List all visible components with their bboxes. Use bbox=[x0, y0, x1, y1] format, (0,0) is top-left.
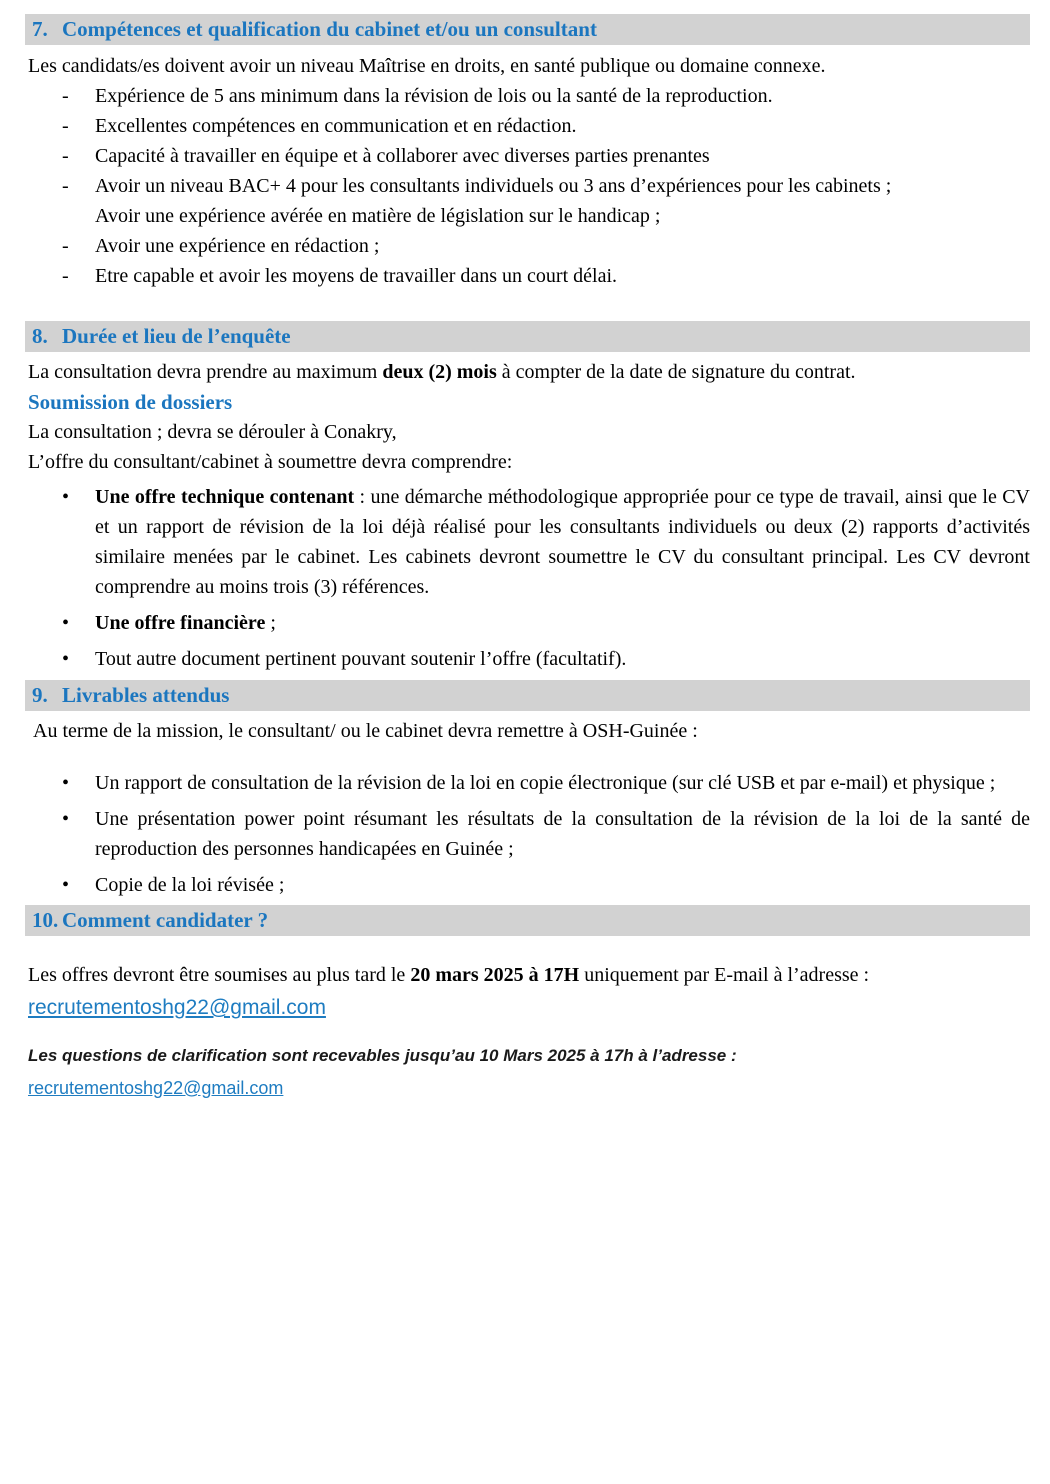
dash-marker: - bbox=[62, 85, 69, 107]
dash-marker: - bbox=[62, 265, 69, 287]
bullet-item bbox=[28, 870, 1030, 900]
list-item bbox=[28, 171, 1030, 201]
subheading-soumission: Soumission de dossiers bbox=[28, 390, 233, 414]
dash-marker: - bbox=[62, 115, 69, 137]
bullet-item-text bbox=[95, 608, 1030, 638]
section-7-heading bbox=[25, 14, 1030, 45]
section-8-paragraph-2: La consultation ; devra se dérouler à Conakry, bbox=[28, 421, 397, 443]
bullet-marker: • bbox=[62, 648, 70, 670]
bullet-bold-text: Une offre financière bbox=[95, 612, 266, 634]
list-item bbox=[28, 141, 1030, 171]
list-item bbox=[28, 261, 1030, 291]
bullet-marker: • bbox=[62, 612, 70, 634]
list-item-text: Avoir une expérience avérée en matière de législation sur le handicap ; bbox=[95, 205, 661, 227]
section-7-number: 7. bbox=[32, 17, 48, 41]
section-10-paragraph bbox=[28, 960, 1030, 990]
paragraph-text: uniquement par E-mail à l’adresse : bbox=[579, 964, 870, 986]
bullet-item bbox=[28, 768, 1030, 798]
bullet-rest-text: ; bbox=[265, 612, 276, 634]
section-8 bbox=[28, 321, 1030, 674]
bullet-item-text: Un rapport de consultation de la révision de la loi en copie électronique (sur clé USB et par e-mail) et physique ; bbox=[95, 772, 996, 794]
email-link[interactable]: recrutementoshg22@gmail.com bbox=[28, 996, 326, 1019]
list-item-continuation bbox=[28, 201, 1030, 231]
paragraph-bold-text: deux (2) mois bbox=[382, 361, 497, 383]
bullet-item bbox=[28, 804, 1030, 864]
clarification-note: Les questions de clarification sont recevables jusqu’au 10 Mars 2025 à 17h à l’adresse : bbox=[28, 1046, 737, 1065]
list-item-text: Excellentes compétences en communication et en rédaction. bbox=[95, 115, 577, 137]
section-9 bbox=[28, 680, 1030, 900]
bullet-marker: • bbox=[62, 808, 70, 830]
bullet-rest-text: : une démarche méthodologique appropriée pour ce type de travail, ainsi que le CV et un rapport de révision de la loi déjà réalisé pour les consultants individuels ou deux (2) rapports d’activités similaire menées par le cabinet. Les cabinets devront soumettre le CV du consultant principal. Les CV devront comprendre au moins trois (3) références. bbox=[95, 486, 1030, 598]
list-item-text: Expérience de 5 ans minimum dans la révision de lois ou la santé de la reproduction. bbox=[95, 85, 773, 107]
bullet-item-text: Une présentation power point résumant les résultats de la consultation de la révision de la loi de la santé de reproduction des personnes handicapées en Guinée ; bbox=[95, 808, 1030, 860]
section-8-title: Durée et lieu de l’enquête bbox=[62, 324, 291, 348]
section-10-heading bbox=[25, 905, 1030, 936]
bullet-item-text bbox=[95, 482, 1030, 602]
bullet-bold-text: Une offre technique contenant bbox=[95, 486, 355, 508]
bullet-marker: • bbox=[62, 486, 70, 508]
section-9-title: Livrables attendus bbox=[62, 683, 230, 707]
list-item bbox=[28, 81, 1030, 111]
list-item-text: Avoir un niveau BAC+ 4 pour les consultants individuels ou 3 ans d’expériences pour les cabinets ; bbox=[95, 175, 892, 197]
section-9-number: 9. bbox=[32, 683, 48, 707]
paragraph-text: à compter de la date de signature du contrat. bbox=[496, 361, 856, 383]
section-7-intro: Les candidats/es doivent avoir un niveau Maîtrise en droits, en santé publique ou domaine connexe. bbox=[28, 55, 826, 77]
section-10-title: Comment candidater ? bbox=[62, 908, 269, 932]
section-8-heading bbox=[25, 321, 1030, 352]
paragraph-bold-text: 20 mars 2025 à 17H bbox=[410, 964, 580, 986]
bullet-marker: • bbox=[62, 772, 70, 794]
bullet-rest-text: Tout autre document pertinent pouvant soutenir l’offre (facultatif). bbox=[95, 648, 627, 670]
dash-marker: - bbox=[62, 235, 69, 257]
section-10 bbox=[28, 905, 1030, 1103]
section-7-title: Compétences et qualification du cabinet et/ou un consultant bbox=[62, 17, 597, 41]
bullet-marker: • bbox=[62, 874, 70, 896]
paragraph-text: Les offres devront être soumises au plus tard le bbox=[28, 964, 411, 986]
section-7 bbox=[28, 14, 1030, 291]
bullet-item-text bbox=[95, 644, 1030, 674]
section-9-intro: Au terme de la mission, le consultant/ ou le cabinet devra remettre à OSH-Guinée : bbox=[33, 720, 698, 742]
bullet-item bbox=[28, 644, 1030, 674]
section-10-number: 10. bbox=[32, 908, 59, 932]
section-8-bullet-list bbox=[28, 482, 1030, 674]
section-8-number: 8. bbox=[32, 324, 48, 348]
bullet-item-text: Copie de la loi révisée ; bbox=[95, 874, 285, 896]
section-9-heading bbox=[25, 680, 1030, 711]
dash-marker: - bbox=[62, 145, 69, 167]
email-link-secondary[interactable]: recrutementoshg22@gmail.com bbox=[28, 1078, 284, 1098]
list-item bbox=[28, 111, 1030, 141]
section-7-dash-list bbox=[28, 81, 1030, 291]
paragraph-text: La consultation devra prendre au maximum bbox=[28, 361, 383, 383]
dash-marker bbox=[62, 201, 95, 231]
section-8-paragraph bbox=[28, 357, 1030, 387]
list-item bbox=[28, 231, 1030, 261]
section-9-bullet-list bbox=[28, 768, 1030, 900]
list-item-text: Etre capable et avoir les moyens de travailler dans un court délai. bbox=[95, 265, 618, 287]
bullet-item bbox=[28, 608, 1030, 638]
list-item-text: Avoir une expérience en rédaction ; bbox=[95, 235, 380, 257]
list-item-text: Capacité à travailler en équipe et à collaborer avec diverses parties prenantes bbox=[95, 145, 710, 167]
dash-marker: - bbox=[62, 175, 69, 197]
section-8-paragraph-3: L’offre du consultant/cabinet à soumettre devra comprendre: bbox=[28, 451, 513, 473]
bullet-item bbox=[28, 482, 1030, 602]
